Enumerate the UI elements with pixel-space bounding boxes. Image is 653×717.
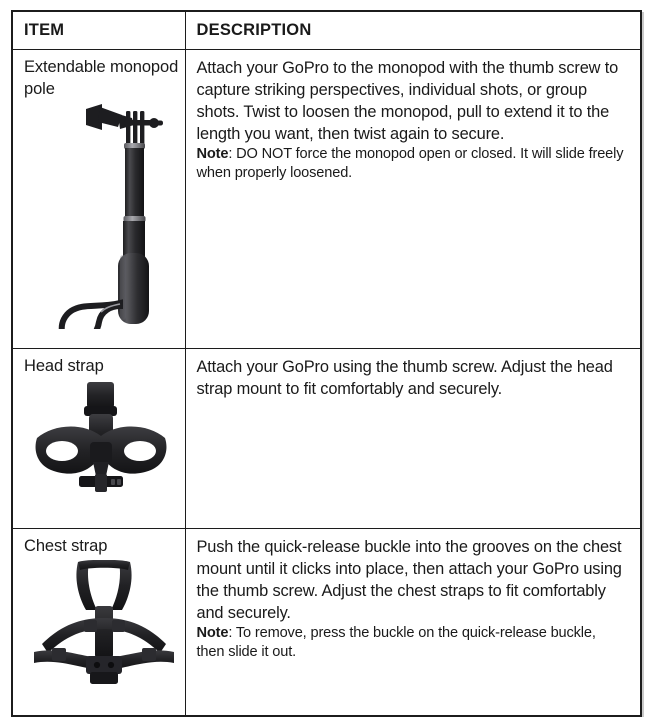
chest-strap-photo	[24, 560, 184, 686]
item-label: Head strap	[24, 357, 104, 375]
column-header-description-label: DESCRIPTION	[196, 20, 312, 39]
head-strap-photo	[27, 380, 175, 500]
description-note	[197, 145, 627, 183]
table-row	[12, 529, 641, 717]
column-header-description	[185, 11, 641, 50]
item-cell-monopod	[12, 50, 185, 349]
note-text: DO NOT force the monopod open or closed. It will slide freely when properly loosened.	[196, 146, 624, 182]
item-label: Chest strap	[24, 537, 108, 555]
description-cell-monopod	[185, 50, 641, 349]
extendable-monopod-pole-photo	[25, 103, 177, 329]
column-header-item-label: ITEM	[24, 20, 65, 39]
item-label: Extendable monopod pole	[24, 58, 179, 98]
note-label: Note	[196, 625, 229, 642]
description-text: Attach your GoPro to the monopod with the thumb screw to capture striking perspectives, individual shots, or group shots. Twist to loosen the monopod, pull to extend it to the length you want, then twist again to secure.	[196, 59, 619, 144]
note-label: Note	[196, 146, 229, 163]
note-text: To remove, press the buckle on the quick-release buckle, then slide it out.	[196, 625, 596, 661]
table-header-row	[12, 11, 641, 50]
description-note	[197, 624, 627, 662]
description-text: Push the quick-release buckle into the grooves on the chest mount until it clicks into place, then attach your GoPro using the thumb screw. Adjust the chest straps to fit comfortably and securely.	[196, 538, 622, 623]
item-cell-chest-strap	[12, 529, 185, 717]
item-cell-head-strap	[12, 349, 185, 529]
table-row	[12, 349, 641, 529]
description-cell-head-strap	[185, 349, 641, 529]
accessory-table	[11, 10, 642, 717]
description-text: Attach your GoPro using the thumb screw. Adjust the head strap mount to fit comfortably and securely.	[196, 358, 613, 399]
column-header-item	[12, 11, 185, 50]
description-cell-chest-strap	[185, 529, 641, 717]
note-separator: :	[228, 146, 237, 163]
note-separator: :	[228, 625, 236, 642]
table-row	[12, 50, 641, 349]
